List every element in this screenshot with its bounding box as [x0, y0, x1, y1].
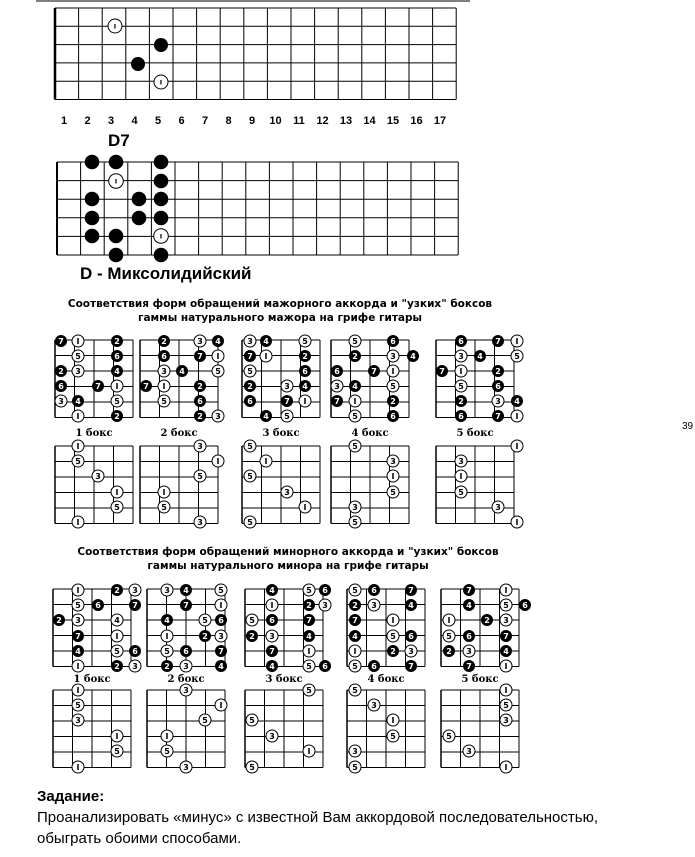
note-degree-label: 4: [263, 412, 269, 421]
note-degree-label: 6: [132, 647, 138, 656]
note-degree-label: I: [162, 488, 166, 497]
note-degree-label: 4: [477, 352, 483, 361]
note-degree-label: 7: [371, 367, 377, 376]
note-degree-label: 2: [249, 632, 255, 641]
note-degree-label: 4: [408, 601, 414, 610]
note-degree-label: 3: [503, 616, 509, 625]
note-degree-label: 7: [218, 647, 224, 656]
note-degree-label: 3: [458, 352, 464, 361]
note-degree-label: 3: [503, 716, 509, 725]
note-degree-label: 6: [302, 367, 308, 376]
note-degree-label: 2: [114, 412, 120, 421]
note-degree-label: I: [447, 616, 451, 625]
note-degree-label: 5: [249, 763, 255, 772]
note-degree-label: I: [76, 337, 80, 346]
task-heading: Задание:: [37, 788, 105, 805]
note-degree-label: 7: [247, 352, 253, 361]
note-degree-label: 7: [95, 382, 101, 391]
minor-box-label: 2 бокс: [167, 674, 205, 685]
note-degree-label: I: [76, 763, 80, 772]
note-degree-label: 4: [215, 337, 221, 346]
note-degree-label: 6: [334, 367, 340, 376]
note-degree-label: 5: [247, 367, 253, 376]
note-degree-label: 3: [183, 686, 189, 695]
note-degree-label: I: [114, 177, 118, 186]
note-degree-label: 7: [183, 601, 189, 610]
note-degree-label: 3: [197, 442, 203, 451]
note-degree-label: 5: [352, 586, 358, 595]
fret-number: 6: [178, 115, 185, 127]
note-degree-label: 5: [164, 647, 170, 656]
note-degree-label: I: [165, 732, 169, 741]
note-degree-label: 5: [114, 503, 120, 512]
filled-note-dot: [85, 229, 100, 244]
note-degree-label: 4: [164, 616, 170, 625]
note-degree-label: 2: [495, 367, 501, 376]
note-degree-label: I: [264, 457, 268, 466]
note-degree-label: 2: [458, 397, 464, 406]
note-degree-label: 6: [522, 601, 528, 610]
fret-number: 17: [433, 115, 447, 127]
note-degree-label: 5: [390, 732, 396, 741]
note-degree-label: 5: [352, 662, 358, 671]
note-degree-label: 4: [410, 352, 416, 361]
note-degree-label: 5: [75, 601, 81, 610]
note-degree-label: 3: [495, 397, 501, 406]
note-degree-label: 2: [352, 601, 358, 610]
note-degree-label: 3: [75, 367, 81, 376]
note-degree-label: 6: [197, 397, 203, 406]
note-degree-label: 4: [302, 382, 308, 391]
note-degree-label: 6: [408, 632, 414, 641]
note-degree-label: 7: [408, 586, 414, 595]
note-degree-label: 7: [466, 586, 472, 595]
note-degree-label: 3: [495, 503, 501, 512]
minor-box-label: 1 бокс: [73, 674, 111, 685]
fret-number: 8: [225, 115, 232, 127]
note-degree-label: 3: [352, 503, 358, 512]
note-degree-label: 6: [458, 412, 464, 421]
note-degree-label: 5: [75, 457, 81, 466]
note-degree-label: I: [303, 503, 307, 512]
note-degree-label: 3: [466, 647, 472, 656]
note-degree-label: 6: [161, 352, 167, 361]
note-degree-label: I: [76, 686, 80, 695]
note-degree-label: 3: [132, 662, 138, 671]
note-degree-label: 5: [247, 472, 253, 481]
note-degree-label: I: [216, 352, 220, 361]
major-box-label: 4 бокс: [351, 428, 389, 439]
note-degree-label: 3: [132, 586, 138, 595]
note-degree-label: 3: [371, 601, 377, 610]
fret-number: 12: [316, 115, 329, 127]
note-degree-label: 7: [284, 397, 290, 406]
major-scale-box-2: [140, 446, 218, 524]
note-degree-label: 6: [495, 382, 501, 391]
note-degree-label: 5: [458, 382, 464, 391]
note-degree-label: 2: [202, 632, 208, 641]
note-degree-label: 5: [249, 616, 255, 625]
note-degree-label: I: [115, 632, 119, 641]
major-chord-box-5: [436, 340, 514, 418]
note-degree-label: 5: [284, 412, 290, 421]
note-degree-label: I: [307, 747, 311, 756]
minor-scale-box-2: [147, 690, 225, 768]
note-degree-label: 2: [114, 586, 120, 595]
note-degree-label: 2: [197, 382, 203, 391]
note-degree-label: 3: [269, 632, 275, 641]
filled-note-dot: [154, 248, 169, 263]
note-degree-label: 5: [446, 632, 452, 641]
note-degree-label: 5: [306, 686, 312, 695]
note-degree-label: 4: [514, 397, 520, 406]
note-degree-label: 2: [484, 616, 490, 625]
note-degree-label: 6: [458, 337, 464, 346]
filled-note-dot: [154, 211, 169, 226]
note-degree-label: 4: [352, 382, 358, 391]
note-degree-label: 3: [284, 488, 290, 497]
note-degree-label: 2: [247, 382, 253, 391]
note-degree-label: 7: [495, 337, 501, 346]
note-degree-label: I: [391, 716, 395, 725]
note-degree-label: 2: [58, 367, 64, 376]
note-degree-label: 6: [247, 397, 253, 406]
fret-number: 10: [269, 115, 282, 127]
note-degree-label: 3: [466, 747, 472, 756]
note-degree-label: 5: [306, 662, 312, 671]
filled-note-dot: [85, 155, 100, 170]
note-degree-label: 5: [514, 352, 520, 361]
note-degree-label: 6: [371, 586, 377, 595]
note-degree-label: 4: [114, 367, 120, 376]
filled-note-dot: [132, 211, 147, 226]
note-degree-label: I: [504, 586, 508, 595]
note-degree-label: 4: [75, 397, 81, 406]
note-degree-label: 2: [302, 352, 308, 361]
note-degree-label: 4: [269, 662, 275, 671]
note-degree-label: I: [353, 647, 357, 656]
note-degree-label: 3: [390, 457, 396, 466]
note-degree-label: 3: [75, 716, 81, 725]
note-degree-label: 2: [114, 337, 120, 346]
chord-title: D7: [108, 131, 130, 150]
note-degree-label: 5: [503, 601, 509, 610]
note-degree-label: 3: [334, 382, 340, 391]
filled-note-dot: [131, 57, 145, 71]
note-degree-label: 2: [306, 601, 312, 610]
note-degree-label: 2: [390, 647, 396, 656]
minor-box-label: 4 бокс: [367, 674, 405, 685]
note-degree-label: 4: [114, 616, 120, 625]
note-degree-label: 6: [322, 586, 328, 595]
note-degree-label: I: [391, 616, 395, 625]
note-degree-label: 6: [58, 382, 64, 391]
note-degree-label: 6: [390, 337, 396, 346]
note-degree-label: I: [76, 442, 80, 451]
note-degree-label: I: [353, 397, 357, 406]
note-degree-label: 4: [269, 586, 275, 595]
note-degree-label: I: [515, 337, 519, 346]
note-degree-label: 4: [75, 647, 81, 656]
minor-box-label: 3 бокс: [265, 674, 303, 685]
note-degree-label: 6: [322, 662, 328, 671]
note-degree-label: 5: [197, 472, 203, 481]
note-degree-label: 3: [183, 662, 189, 671]
note-degree-label: 2: [352, 352, 358, 361]
note-degree-label: 5: [352, 763, 358, 772]
note-degree-label: 6: [114, 352, 120, 361]
fret-number: 13: [339, 115, 353, 127]
note-degree-label: I: [159, 232, 163, 241]
note-degree-label: I: [165, 632, 169, 641]
major-chord-box-2: [140, 340, 218, 418]
note-degree-label: I: [219, 601, 223, 610]
note-degree-label: 5: [114, 747, 120, 756]
note-degree-label: 7: [466, 662, 472, 671]
note-degree-label: I: [76, 518, 80, 527]
note-degree-label: I: [504, 686, 508, 695]
note-degree-label: 7: [269, 647, 275, 656]
note-degree-label: 2: [197, 412, 203, 421]
note-degree-label: 4: [503, 647, 509, 656]
note-degree-label: 3: [197, 337, 203, 346]
fret-number: 16: [410, 115, 423, 127]
fret-number: 3: [107, 115, 115, 127]
note-degree-label: 5: [352, 518, 358, 527]
filled-note-dot: [154, 192, 169, 207]
note-degree-label: 4: [179, 367, 185, 376]
note-degree-label: I: [307, 647, 311, 656]
note-degree-label: 7: [503, 632, 509, 641]
note-degree-label: 6: [390, 412, 396, 421]
note-degree-label: 2: [164, 662, 170, 671]
major-box-label: 1 бокс: [75, 428, 113, 439]
note-degree-label: 3: [390, 352, 396, 361]
major-scale-box-1: [55, 446, 133, 524]
note-degree-label: 5: [446, 732, 452, 741]
note-degree-label: 5: [114, 397, 120, 406]
note-degree-label: 6: [269, 616, 275, 625]
note-degree-label: 4: [218, 662, 224, 671]
note-degree-label: 5: [161, 503, 167, 512]
note-degree-label: I: [219, 701, 223, 710]
note-degree-label: 2: [390, 397, 396, 406]
note-degree-label: I: [264, 352, 268, 361]
note-degree-label: 3: [352, 747, 358, 756]
fret-number: 5: [154, 115, 162, 127]
note-degree-label: 5: [215, 367, 221, 376]
note-degree-label: 7: [495, 412, 501, 421]
note-degree-label: 3: [284, 382, 290, 391]
note-degree-label: 7: [143, 382, 149, 391]
task-line-2: обыграть обоими способами.: [37, 830, 242, 847]
note-degree-label: 5: [302, 337, 308, 346]
note-degree-label: 6: [466, 632, 472, 641]
note-degree-label: 7: [352, 616, 358, 625]
note-degree-label: 5: [390, 632, 396, 641]
note-degree-label: 2: [446, 647, 452, 656]
note-degree-label: 7: [197, 352, 203, 361]
note-degree-label: 3: [247, 337, 253, 346]
note-degree-label: 7: [334, 397, 340, 406]
note-degree-label: 4: [306, 632, 312, 641]
note-degree-label: 5: [352, 442, 358, 451]
note-degree-label: 5: [352, 337, 358, 346]
note-degree-label: 3: [58, 397, 64, 406]
major-chord-box-1: [55, 340, 133, 418]
major-box-label: 2 бокс: [160, 428, 198, 439]
note-degree-label: I: [303, 397, 307, 406]
fret-number: 4: [131, 115, 138, 127]
note-degree-label: 7: [439, 367, 445, 376]
note-degree-label: 5: [75, 701, 81, 710]
fret-number: 1: [60, 115, 68, 127]
note-degree-label: 5: [247, 442, 253, 451]
note-degree-label: I: [115, 382, 119, 391]
fret-number: 2: [84, 115, 91, 127]
fret-number: 15: [386, 115, 400, 127]
note-degree-label: I: [391, 472, 395, 481]
page-number: 39: [682, 421, 694, 432]
note-degree-label: 3: [269, 732, 275, 741]
note-degree-label: 4: [263, 337, 269, 346]
note-degree-label: I: [115, 732, 119, 741]
note-degree-label: I: [504, 763, 508, 772]
filled-note-dot: [154, 155, 169, 170]
note-degree-label: 7: [132, 601, 138, 610]
note-degree-label: I: [162, 382, 166, 391]
note-degree-label: 5: [352, 412, 358, 421]
fret-number: 11: [293, 115, 305, 127]
note-degree-label: 3: [371, 701, 377, 710]
major-box-label: 3 бокс: [262, 428, 300, 439]
note-degree-label: 3: [458, 457, 464, 466]
note-degree-label: I: [515, 442, 519, 451]
note-degree-label: I: [391, 367, 395, 376]
note-degree-label: 7: [306, 616, 312, 625]
note-degree-label: 7: [408, 662, 414, 671]
note-degree-label: 5: [247, 518, 253, 527]
note-degree-label: 4: [352, 632, 358, 641]
note-degree-label: I: [76, 662, 80, 671]
note-degree-label: I: [459, 472, 463, 481]
task-line-1: Проанализировать «минус» с известной Вам аккордовой последовательностью,: [37, 809, 599, 826]
note-degree-label: I: [159, 78, 163, 87]
note-degree-label: 5: [249, 716, 255, 725]
note-degree-label: 5: [218, 586, 224, 595]
note-degree-label: 3: [408, 647, 414, 656]
note-degree-label: 4: [466, 601, 472, 610]
note-degree-label: 5: [458, 488, 464, 497]
note-degree-label: 3: [75, 616, 81, 625]
major-box-label: 5 бокс: [456, 428, 494, 439]
note-degree-label: I: [113, 22, 117, 31]
note-degree-label: 2: [161, 337, 167, 346]
minor-box-label: 5 бокс: [461, 674, 499, 685]
note-degree-label: 7: [75, 632, 81, 641]
fret-number: 7: [201, 115, 209, 127]
scale-title: D - Миксолидийский: [80, 264, 252, 283]
note-degree-label: 6: [183, 647, 189, 656]
note-degree-label: 3: [161, 367, 167, 376]
note-degree-label: 5: [306, 586, 312, 595]
note-degree-label: 2: [56, 616, 62, 625]
note-degree-label: 3: [197, 518, 203, 527]
note-degree-label: 5: [202, 616, 208, 625]
note-degree-label: I: [115, 488, 119, 497]
note-degree-label: 7: [58, 337, 64, 346]
note-degree-label: 5: [390, 488, 396, 497]
note-degree-label: 6: [95, 601, 101, 610]
major-scale-box-5: [436, 446, 514, 524]
filled-note-dot: [154, 174, 169, 189]
note-degree-label: I: [504, 662, 508, 671]
note-degree-label: 5: [114, 647, 120, 656]
note-degree-label: I: [515, 518, 519, 527]
note-degree-label: I: [459, 367, 463, 376]
filled-note-dot: [85, 192, 100, 207]
note-degree-label: 3: [95, 472, 101, 481]
note-degree-label: I: [76, 412, 80, 421]
note-degree-label: 6: [218, 616, 224, 625]
note-degree-label: 4: [183, 586, 189, 595]
note-degree-label: I: [216, 457, 220, 466]
note-degree-label: 3: [215, 412, 221, 421]
note-degree-label: 5: [75, 352, 81, 361]
note-degree-label: 5: [503, 701, 509, 710]
filled-note-dot: [154, 38, 168, 52]
note-degree-label: 5: [164, 747, 170, 756]
note-degree-label: 5: [390, 382, 396, 391]
note-degree-label: I: [515, 412, 519, 421]
filled-note-dot: [109, 248, 124, 263]
fret-number: 14: [363, 115, 376, 127]
filled-note-dot: [109, 229, 124, 244]
note-degree-label: 3: [183, 763, 189, 772]
note-degree-label: 5: [161, 397, 167, 406]
fret-number: 9: [248, 115, 256, 127]
filled-note-dot: [132, 192, 147, 207]
filled-note-dot: [109, 155, 124, 170]
note-degree-label: I: [76, 586, 80, 595]
note-degree-label: 5: [202, 716, 208, 725]
note-degree-label: 2: [114, 662, 120, 671]
note-degree-label: I: [270, 601, 274, 610]
note-degree-label: 5: [352, 686, 358, 695]
note-degree-label: 3: [218, 632, 224, 641]
filled-note-dot: [85, 211, 100, 226]
note-degree-label: 6: [371, 662, 377, 671]
note-degree-label: 3: [164, 586, 170, 595]
note-degree-label: 3: [322, 601, 328, 610]
